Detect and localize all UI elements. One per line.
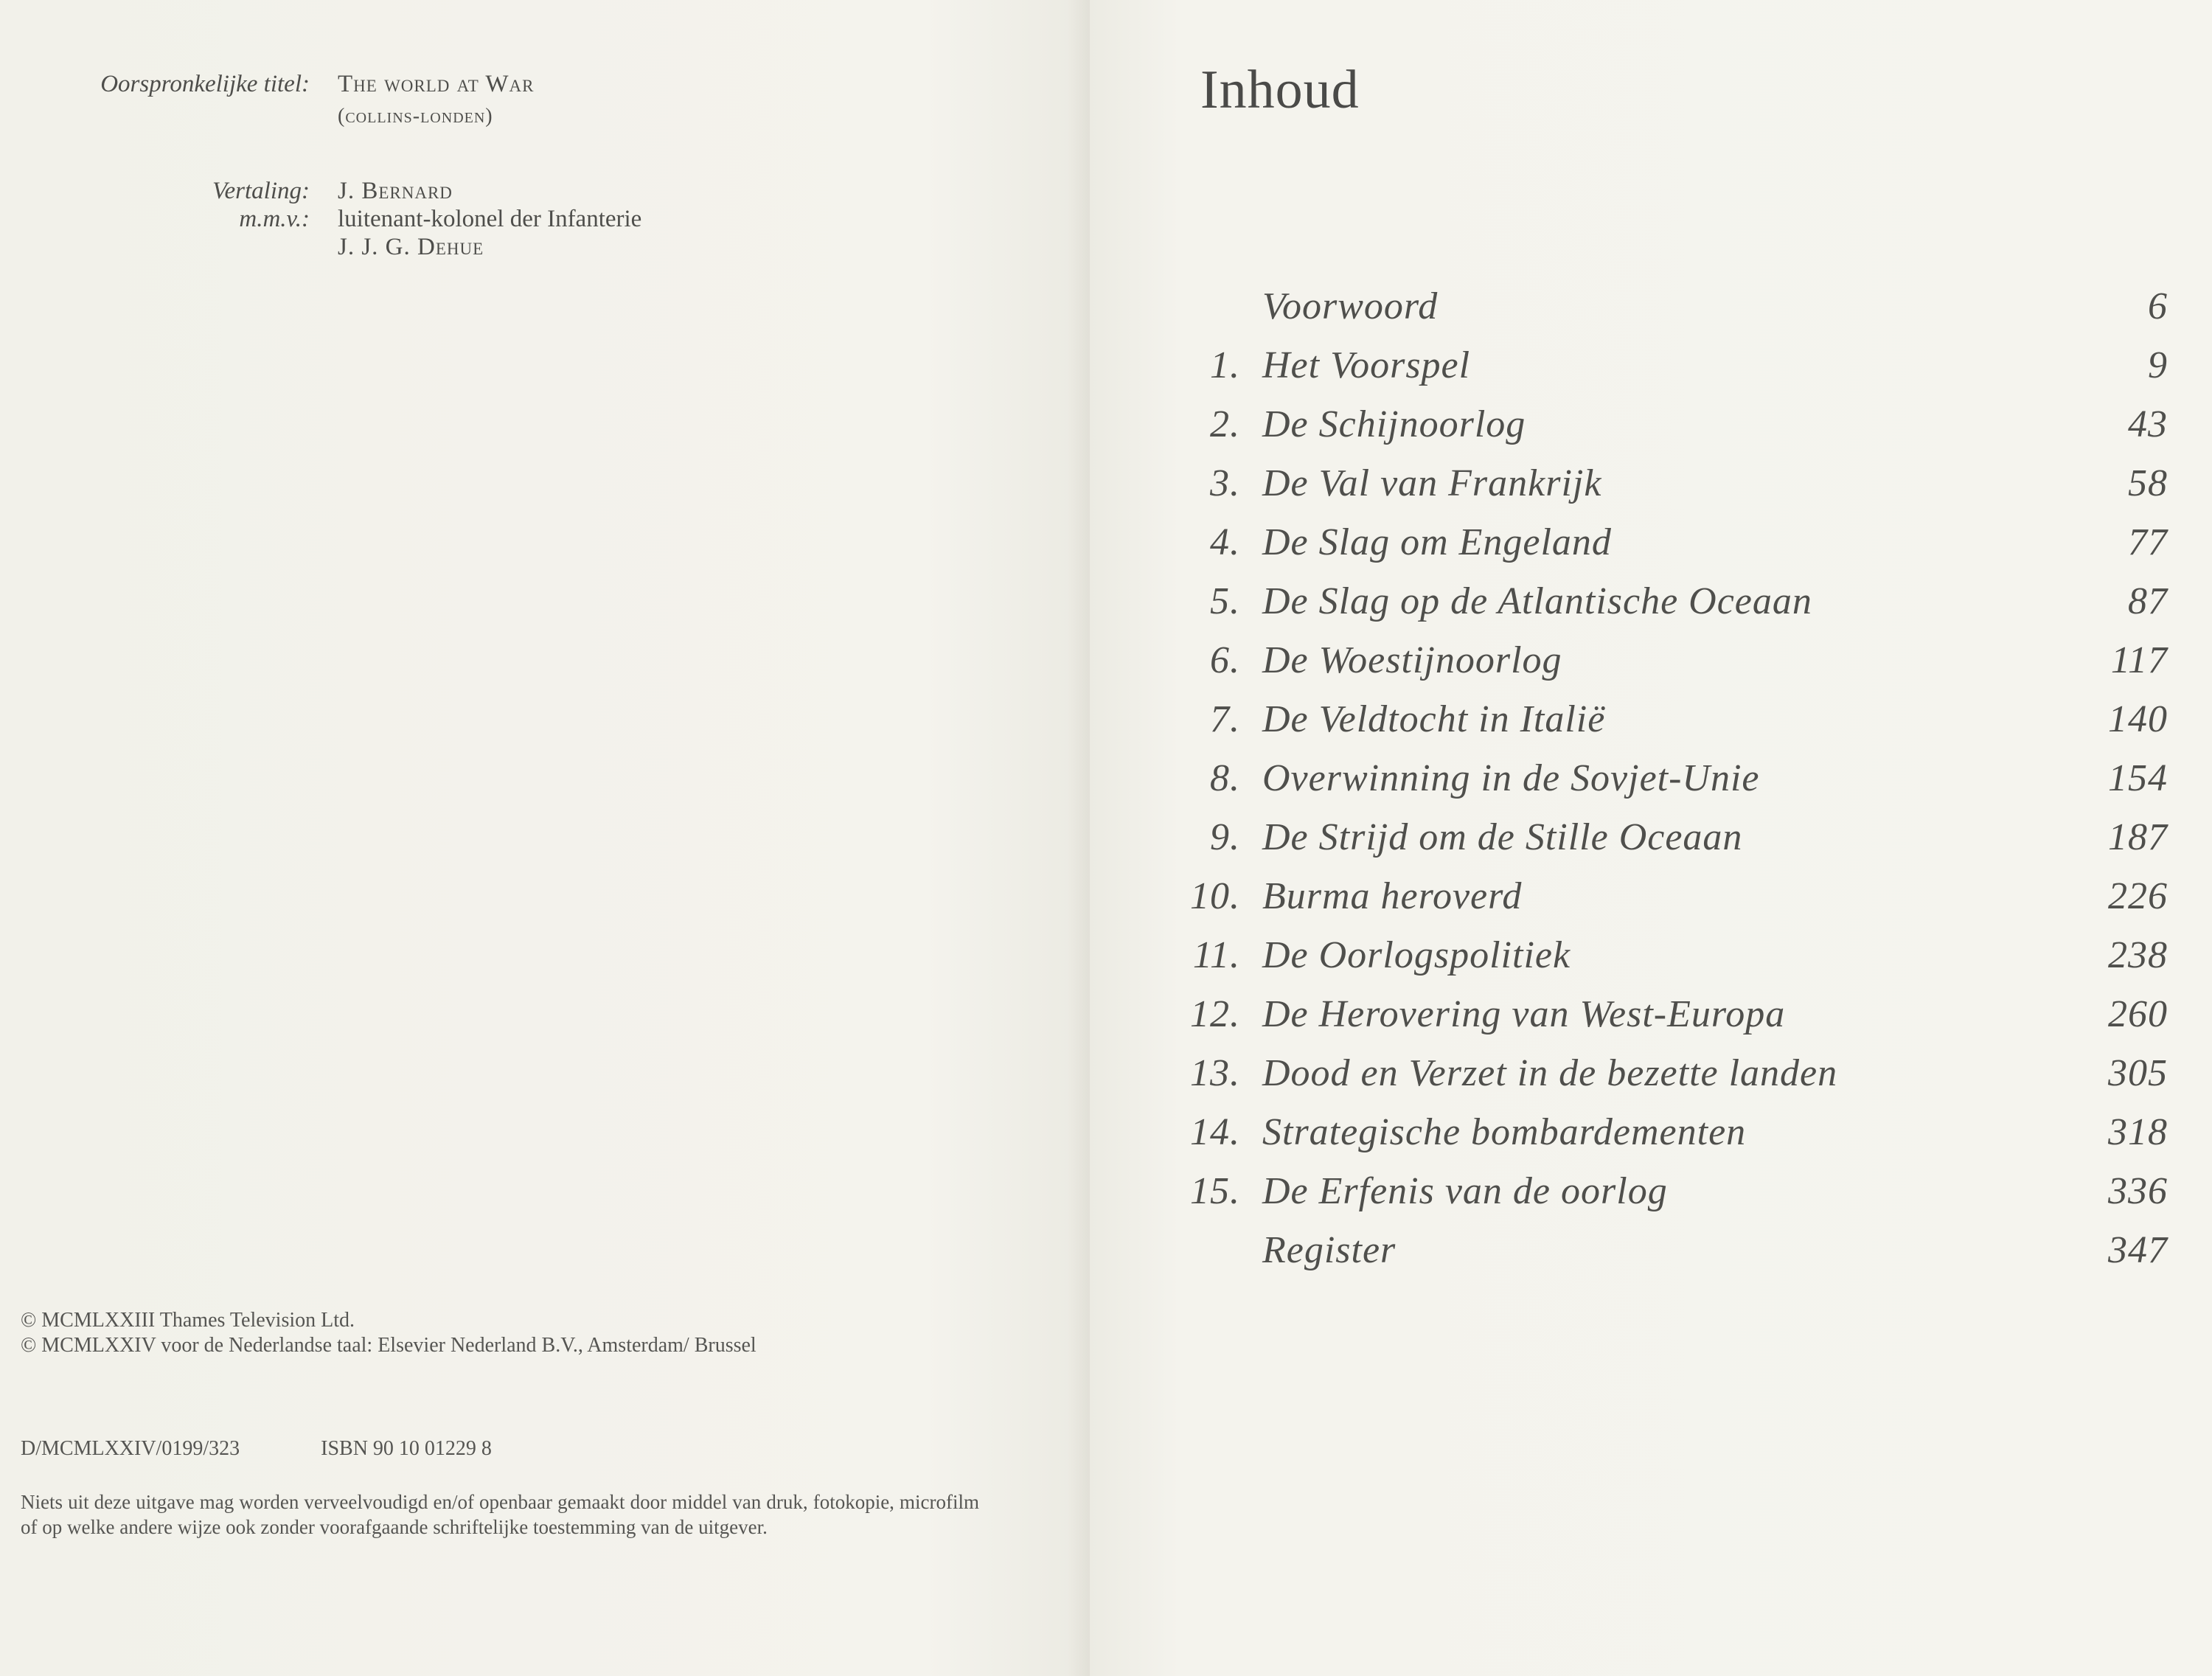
rights-notice: Niets uit deze uitgave mag worden verveelvoudigd en/of openbaar gemaakt door middel van druk, fotokopie, microfilm of op welke andere wijze ook zonder voorafgaande schriftelijke toestemming van de uitgever.	[21, 1491, 979, 1538]
toc-chapter-number: 7.	[1210, 698, 1240, 740]
toc-chapter-title: De Herovering van West-Europa	[1262, 993, 1786, 1035]
copyright-block	[21, 1308, 979, 1358]
left-page	[0, 0, 1090, 1676]
toc-chapter-number: 9.	[1210, 816, 1240, 858]
toc-chapter-title: Register	[1262, 1229, 1397, 1271]
toc-chapter-title: De Slag op de Atlantische Oceaan	[1262, 580, 1812, 622]
toc-chapter-title: De Woestijnoorlog	[1262, 639, 1562, 681]
toc-entry	[1180, 336, 2168, 395]
toc-chapter-number: 14.	[1190, 1111, 1240, 1153]
toc-entry	[1180, 1103, 2168, 1162]
toc-page-number: 140	[2108, 698, 2168, 740]
toc-entry	[1180, 277, 2168, 336]
toc-chapter-title: Overwinning in de Sovjet-Unie	[1262, 757, 1760, 799]
toc-page-number: 43	[2128, 403, 2168, 445]
original-title-credit	[0, 68, 959, 142]
toc-page-number: 347	[2108, 1229, 2168, 1271]
toc-entry	[1180, 454, 2168, 513]
toc-chapter-number: 8.	[1210, 757, 1240, 799]
publication-numbers	[21, 1436, 979, 1461]
toc-entry	[1180, 1162, 2168, 1221]
toc-page-number: 305	[2108, 1052, 2168, 1094]
toc-chapter-title: De Oorlogspolitiek	[1262, 934, 1571, 976]
isbn: ISBN 90 10 01229 8	[321, 1437, 492, 1460]
toc-page-number: 117	[2110, 639, 2168, 681]
toc-chapter-number: 4.	[1210, 521, 1240, 563]
toc-chapter-title: De Erfenis van de oorlog	[1262, 1170, 1668, 1212]
toc-page-number: 226	[2108, 875, 2168, 917]
original-publisher: (collins-londen)	[338, 105, 493, 128]
toc-chapter-title: Voorwoord	[1262, 285, 1439, 327]
toc-page-number: 318	[2108, 1111, 2168, 1153]
toc-page-number: 187	[2108, 816, 2168, 858]
toc-chapter-number: 11.	[1192, 934, 1240, 976]
toc-entry	[1180, 513, 2168, 572]
toc-chapter-number: 6.	[1210, 639, 1240, 681]
toc-entry	[1180, 1221, 2168, 1280]
toc-chapter-number: 3.	[1210, 462, 1240, 504]
toc-page-number: 9	[2148, 344, 2168, 386]
toc-entry	[1180, 631, 2168, 690]
toc-chapter-number: 1.	[1210, 344, 1240, 386]
toc-chapter-title: De Val van Frankrijk	[1262, 462, 1602, 504]
toc-chapter-title: Het Voorspel	[1262, 344, 1471, 386]
toc-page-number: 260	[2108, 993, 2168, 1035]
toc-page-number: 77	[2128, 521, 2168, 563]
toc-chapter-title: Dood en Verzet in de bezette landen	[1262, 1052, 1838, 1094]
page-title: Inhoud	[1200, 60, 1360, 120]
toc-chapter-title: De Veldtocht in Italië	[1262, 698, 1606, 740]
copyright-line: © MCMLXXIII Thames Television Ltd.	[21, 1309, 355, 1332]
credit-label: Oorspronkelijke titel:	[100, 71, 310, 97]
toc-page-number: 154	[2108, 757, 2168, 799]
toc-chapter-number: 13.	[1190, 1052, 1240, 1094]
toc-entry	[1180, 749, 2168, 808]
toc-chapter-title: Strategische bombardementen	[1262, 1111, 1747, 1153]
toc-entry	[1180, 985, 2168, 1044]
toc-page-number: 87	[2128, 580, 2168, 622]
credit-label: Vertaling: m.m.v.:	[212, 178, 310, 232]
toc-chapter-title: Burma heroverd	[1262, 875, 1523, 917]
toc-chapter-number: 15.	[1190, 1170, 1240, 1212]
translation-credit	[0, 177, 959, 280]
credit-values	[338, 68, 854, 133]
toc-chapter-title: De Strijd om de Stille Oceaan	[1262, 816, 1743, 858]
original-title: The world at War	[338, 71, 535, 97]
toc-entry	[1180, 867, 2168, 926]
collaborator-name: J. J. G. Dehue	[338, 234, 484, 260]
toc-entry	[1180, 1044, 2168, 1103]
copyright-line: © MCMLXXIV voor de Nederlandse taal: Elsevier Nederland B.V., Amsterdam/ Brussel	[21, 1334, 757, 1357]
toc-page-number: 238	[2108, 934, 2168, 976]
toc-chapter-number: 10.	[1190, 875, 1240, 917]
toc-entry	[1180, 395, 2168, 454]
toc-chapter-title: De Schijnoorlog	[1262, 403, 1526, 445]
toc-entry	[1180, 808, 2168, 867]
toc-chapter-title: De Slag om Engeland	[1262, 521, 1612, 563]
toc-entry	[1180, 572, 2168, 631]
toc-entry	[1180, 926, 2168, 985]
collaborator-rank: luitenant-kolonel der Infanterie	[338, 206, 642, 232]
toc-chapter-number: 5.	[1210, 580, 1240, 622]
translator-name: J. Bernard	[338, 178, 453, 204]
toc-page-number: 6	[2148, 285, 2168, 327]
depot-number: D/MCMLXXIV/0199/323	[21, 1437, 240, 1460]
toc-chapter-number: 12.	[1190, 993, 1240, 1035]
credit-values	[338, 177, 854, 261]
toc-page-number: 336	[2108, 1170, 2168, 1212]
toc-chapter-number: 2.	[1210, 403, 1240, 445]
toc-page-number: 58	[2128, 462, 2168, 504]
toc-entry	[1180, 690, 2168, 749]
